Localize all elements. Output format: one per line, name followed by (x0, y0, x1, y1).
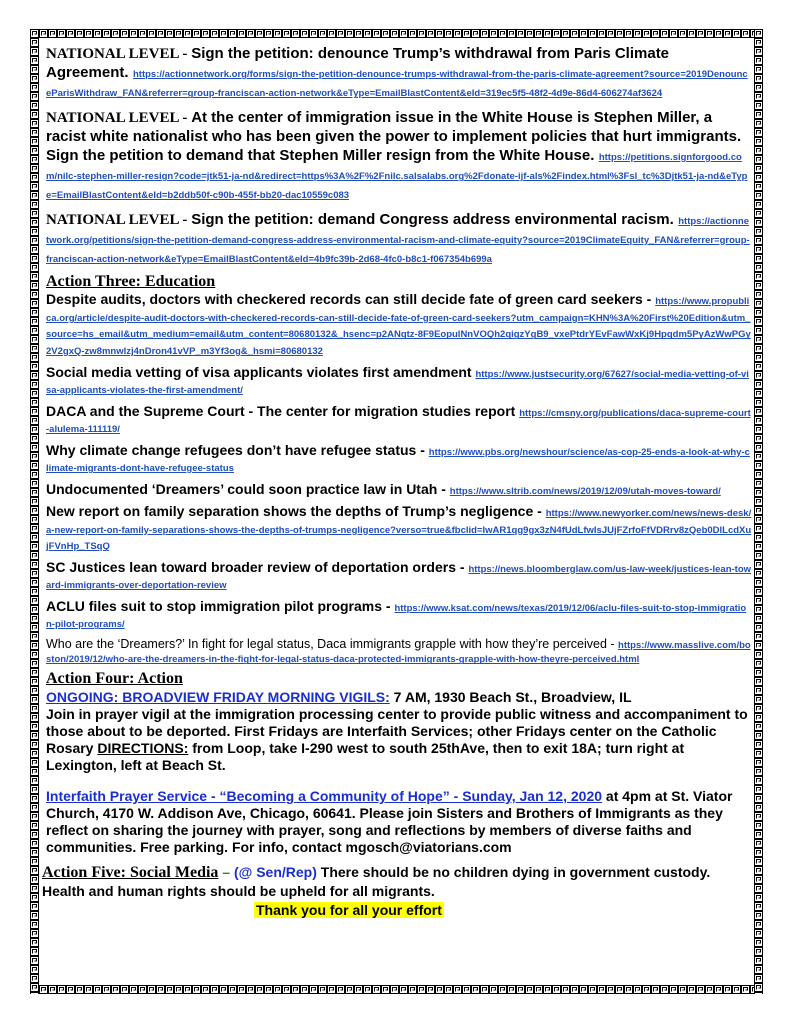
vigil-title-link[interactable]: ONGOING: BROADVIEW FRIDAY MORNING VIGILS: (46, 688, 390, 705)
service-paragraph (46, 788, 752, 856)
action-four-heading: Action Four: Action (46, 670, 183, 688)
action-three-heading: Action Three: Education (46, 273, 216, 291)
education-item (46, 481, 752, 498)
education-item-link[interactable]: https://www.ksat.com/news/texas/2019/12/06/aclu-files-suit-to-stop-immigration-pilot-programs/ (46, 602, 747, 631)
social-handle: (@ Sen/Rep) (234, 864, 317, 881)
education-item-title: Social media vetting of visa applicants violates first amendment (46, 363, 476, 380)
education-item (46, 403, 752, 436)
education-item-link[interactable]: https://www.newyorker.com/news/news-desk/a-new-report-on-family-separations-shows-the-depths-of-trumps-negligence?verso=true&fbclid=IwAR1qg9gx3zN4fUdLfwIsJUjFZrfoFfVDRrv8zQeb0DlLcdXujFVnHp_TSqQ (46, 508, 752, 553)
national-item-link[interactable]: https://actionnetwork.org/petitions/sign-the-petition-demand-congress-address-environmental-racism-and-climate-equity?source=2019ClimateEquity_FAN&referrer=group-franciscan-action-network&eType=EmailBlastContent&eId=4b9fc39b-2d68-4fc0-b8c1-f067354b699a (46, 215, 750, 265)
education-item (46, 503, 752, 553)
border-right (754, 29, 763, 994)
education-item-title: ACLU files suit to stop immigration pilot programs - (46, 597, 395, 614)
service-body: at 4pm at St. Viator Church, 4170 W. Addison Ave, Chicago, 60641. Please join Sisters and Brothers of Immigrants as they reflect on sharing the journey with prayer, song and reflections by members of diverse faiths and communities. Free parking. For info, contact mgosch@viatorians.com (46, 788, 733, 856)
education-item-title: Why climate change refugees don’t have refugee status - (46, 441, 429, 458)
education-item-title: Undocumented ‘Dreamers’ could soon practice law in Utah - (46, 480, 450, 497)
vigil-body: Join in prayer vigil at the immigration processing center to provide public witness and accompaniment to those about to be deported. First Fridays are Interfaith Services; other Fridays center on the Catholic Rosary (46, 705, 748, 756)
national-item-text: At the center of immigration issue in the White House is Stephen Miller, a racist white nationalist who has been given the power to implement policies that hurt immigrants. Sign the petition to demand that Stephen Miller resign from the White House. (46, 108, 742, 164)
newsletter-content (42, 44, 752, 920)
education-item-title: Despite audits, doctors with checkered records can still decide fate of green card seekers - (46, 291, 656, 308)
education-item-link[interactable]: https://www.propublica.org/article/despite-audit-doctors-with-checkered-records-can-still-decide-fate-of-green-card-seekers?utm_campaign=KHN%3A%20First%20Edition&utm_source=hs_email&utm_medium=email&utm_content=80680132&_hsenc=p2ANqtz-8F9EopulNnVOQh2qigzYgB9_vxePtdrYEvFawWxKj9Hpqdm5PyAzWwPGy2V2gxQ-zw8mnwlzj4nDron41vVP_m3Yf3og&_hsmi=80680132 (46, 296, 751, 357)
thank-you-note: Thank you for all your effort (256, 901, 442, 918)
education-item-link[interactable]: https://cmsny.org/publications/daca-supreme-court-alulema-111119/ (46, 407, 751, 436)
action-three-list (46, 291, 752, 666)
action-five-paragraph (42, 864, 752, 899)
education-item-link[interactable]: https://news.bloomberglaw.com/us-law-week/justices-lean-toward-immigrants-over-deportation-review (46, 563, 752, 592)
action-five-dash: – (218, 864, 234, 881)
education-item-link[interactable]: https://www.justsecurity.org/67627/social-media-vetting-of-visa-applicants-violates-the-first-amendment/ (46, 368, 749, 397)
national-item-text: Sign the petition: demand Congress address environmental racism. (191, 210, 674, 228)
education-item-link[interactable]: https://www.pbs.org/newshour/science/as-cop-25-ends-a-look-at-why-climate-migrants-dont-have-refugee-status (46, 446, 750, 475)
education-item-title: SC Justices lean toward broader review of deportation orders - (46, 558, 469, 575)
border-bottom (30, 985, 763, 994)
education-item (46, 598, 752, 631)
national-item-2 (46, 108, 752, 204)
action-five-heading: Action Five: Social Media (42, 864, 219, 882)
national-level-label: NATIONAL LEVEL - (46, 46, 192, 62)
national-item-link[interactable]: https://petitions.signforgood.com/nilc-stephen-miller-resign?code=jtk51-ja-nd&redirect=https%3A%2F%2Fnilc.salsalabs.org%2Fdonate-ijf-als%2Findex.html%3Fsl_tc%3Djtk51-ja-nd&eType=EmailBlastContent&eId=b2ddb50f-c90b-455f-bb20-dac10559c083 (46, 151, 748, 202)
education-item (46, 291, 752, 357)
vigil-paragraph (46, 689, 752, 774)
national-item-link[interactable]: https://actionnetwork.org/forms/sign-the-petition-denounce-trumps-withdrawal-from-the-paris-climate-agreement?source=2019DenounceParisWithdraw_FAN&referrer=group-franciscan-action-network&eType=EmailBlastContent&eId=319ec5f5-48f2-4d9e-86d4-606274af3624 (46, 69, 748, 100)
national-item-1 (46, 44, 752, 102)
national-level-label: NATIONAL LEVEL - (46, 109, 192, 126)
education-item-link[interactable]: https://www.sltrib.com/news/2019/12/09/utah-moves-toward/ (449, 485, 721, 497)
national-item-3 (46, 210, 752, 268)
directions-text: from Loop, take I-290 west to south 25thAve, then to exit 18A; turn right at Lexington, left at Beach St. (46, 739, 685, 773)
vigil-time: 7 AM, 1930 Beach St., Broadview, IL (389, 688, 632, 705)
education-item-link[interactable]: https://www.masslive.com/boston/2019/12/who-are-the-dreamers-in-the-fight-for-legal-status-daca-protected-immigrants-grapple-with-how-theyre-perceived.html (46, 639, 751, 666)
education-item-title: Who are the ‘Dreamers?’ In fight for legal status, Daca immigrants grapple with how they’re perceived - (46, 636, 619, 651)
national-level-label: NATIONAL LEVEL - (46, 211, 192, 228)
service-title-link[interactable]: Interfaith Prayer Service - “Becoming a Community of Hope” - Sunday, Jan 12, 2020 (46, 788, 603, 805)
education-item-title: DACA and the Supreme Court - The center for migration studies report (46, 402, 520, 419)
education-item (46, 637, 752, 667)
national-item-text: Sign the petition: denounce Trump’s withdrawal from Paris Climate Agreement. (46, 45, 670, 82)
education-item-title: New report on family separation shows the depths of Trump’s negligence - (46, 503, 546, 520)
directions-label: DIRECTIONS: (97, 739, 189, 756)
education-item (46, 442, 752, 475)
border-left (30, 29, 39, 994)
border-top (30, 29, 763, 38)
education-item (46, 559, 752, 592)
education-item (46, 364, 752, 397)
action-five-text: There should be no children dying in government custody. Health and human rights should be upheld for all migrants. (42, 864, 711, 899)
